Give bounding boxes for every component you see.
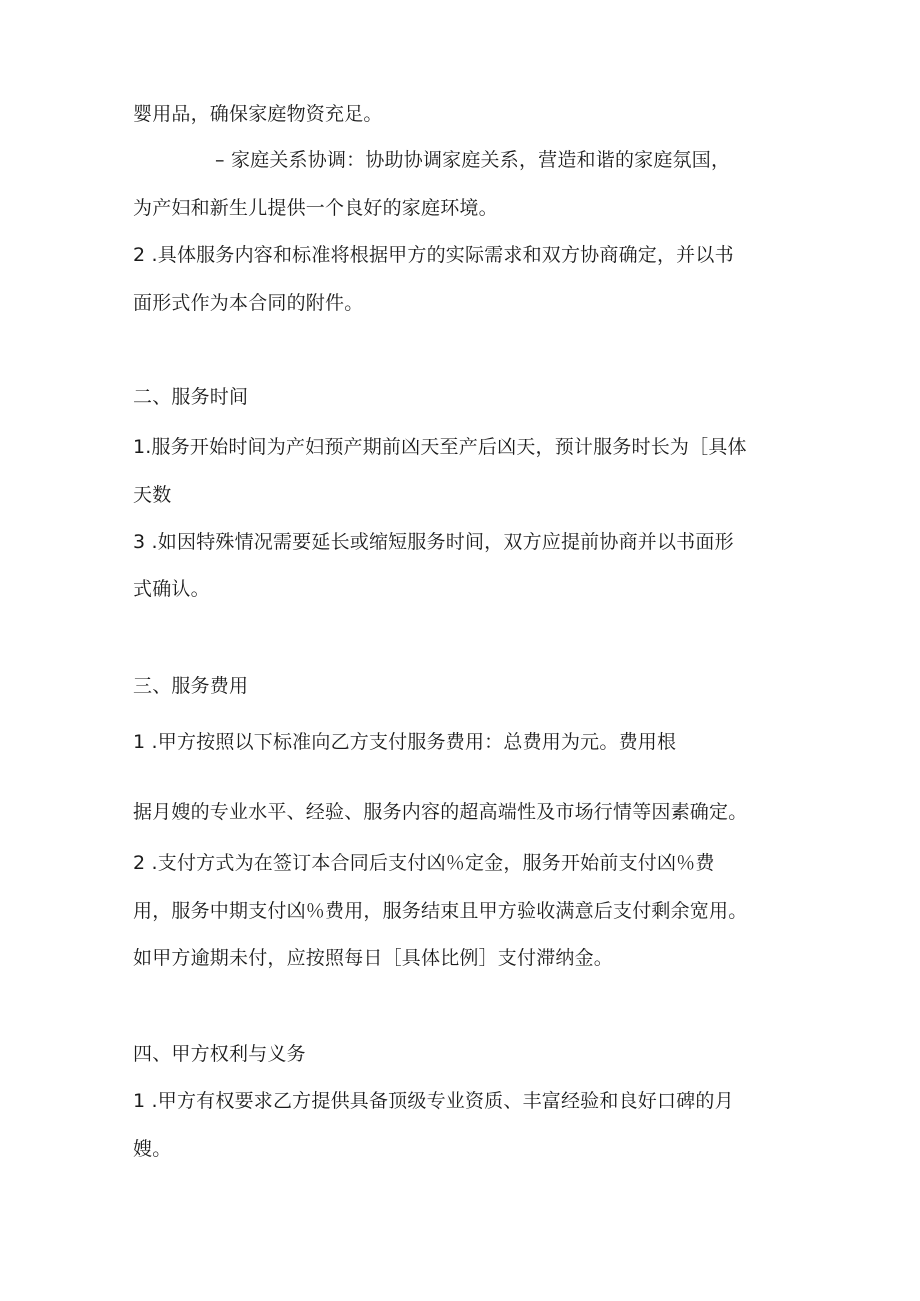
text-line-9: 式确认。 — [133, 578, 210, 600]
text-line-4: 2 .具体服务内容和标准将根据甲方的实际需求和双方协商确定，并以书 — [133, 244, 734, 266]
text-line-3: 为产妇和新生儿提供一个良好的家庭环境。 — [133, 197, 498, 219]
text-line-13: 用，服务中期支付凶％费用，服务结束且甲方验收满意后支付剩余宽用。 — [133, 900, 748, 922]
text-line-10: 1 .甲方按照以下标准向乙方支付服务费用：总费用为元。费用根 — [133, 731, 677, 753]
text-line-15: 1 .甲方有权要求乙方提供具备顶级专业资质、丰富经验和良好口碑的月 — [133, 1090, 734, 1112]
text-line-7: 天数 — [133, 484, 172, 506]
text-line-12: 2 .支付方式为在签订本合同后支付凶％定金，服务开始前支付凶％费 — [133, 852, 715, 874]
text-line-1: 婴用品，确保家庭物资充足。 — [133, 103, 383, 125]
text-line-2: – 家庭关系协调：协助协调家庭关系，营造和谐的家庭氛国， — [215, 149, 731, 171]
text-line-8: 3 .如因特殊情况需要延长或缩短服务时间，双方应提前协商并以书面形 — [133, 531, 734, 553]
text-line-5: 面形式作为本合同的附件。 — [133, 292, 364, 314]
section-heading-4: 四、甲方权利与义务 — [133, 1043, 306, 1065]
section-heading-3: 三、服务费用 — [133, 675, 249, 697]
section-heading-2: 二、服务时间 — [133, 386, 249, 408]
text-line-6: 1.服务开始时间为产妇预产期前凶天至产后凶天，预计服务时长为［具体 — [133, 436, 747, 458]
text-line-14: 如甲方逾期未付，应按照每日［具体比例］支付滞纳金。 — [133, 947, 614, 969]
text-line-16: 嫂。 — [133, 1138, 172, 1160]
text-line-11: 据月嫂的专业水平、经验、服务内容的超高端性及市场行情等因素确定。 — [133, 801, 748, 823]
